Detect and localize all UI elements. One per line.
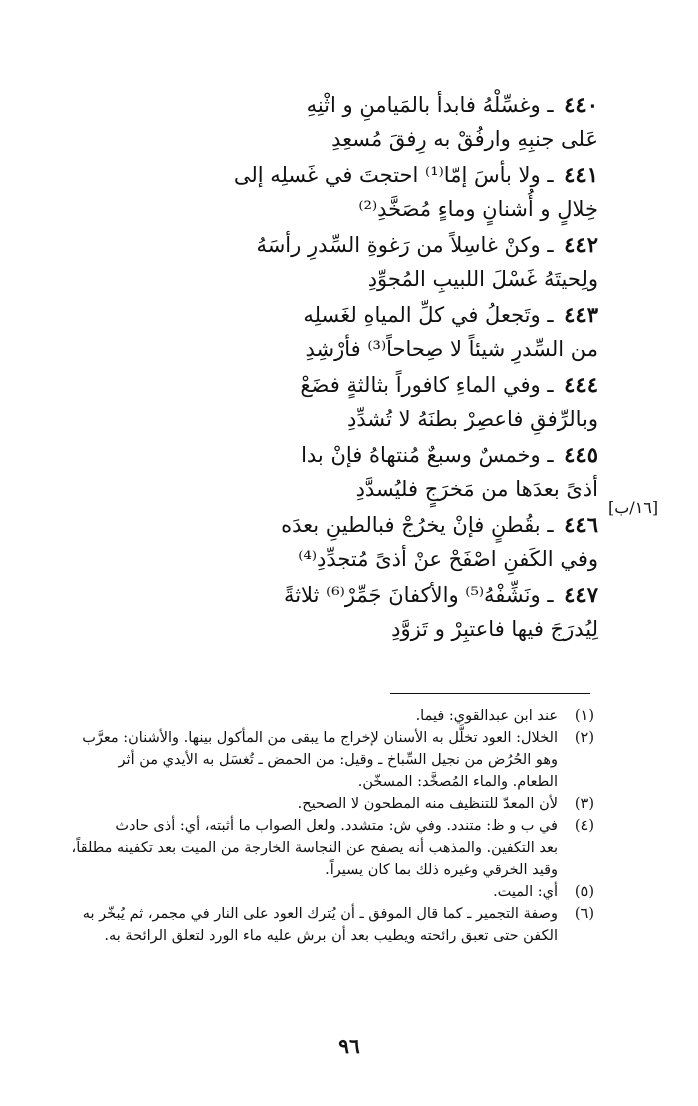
verse-first-hemistich: بقُطنٍ فإنْ يخرُجْ فبالطينِ بعدَه [281, 513, 541, 537]
verse-second-hemistich: ولِحيتَهُ غَسْلَ اللبيبِ المُجوِّدِ [367, 267, 598, 291]
footnote-number: (٥) [574, 884, 594, 900]
footnote-text: الكفن حتى تعبق رائحته ويطيب بعد أن برش عليه ماء الورد لتعلق الرائحة به. [104, 928, 558, 944]
manuscript-folio-marker: [١٦/ب] [608, 498, 659, 517]
verse-number: ٤٤٣ [564, 302, 598, 327]
footnote-text: عند ابن عبدالقوي: فيما. [415, 708, 558, 724]
footnote-text: وصفة التجمير ـ كما قال الموفق ـ أن يُترك العود على النار في مجمر، ثم يُبخّر به [82, 906, 558, 922]
verse-second-hemistich: خِلالٍ و أُشنانٍ وماءٍ مُصَخَّدِ⁽²⁾ [358, 197, 598, 221]
footnote-number: (١) [574, 708, 594, 724]
footnote-text: الطعام. والماء المُصخَّد: المسخّن. [357, 774, 558, 790]
footnote-4 [72, 815, 594, 837]
verse-first-hemistich: وكنْ غاسِلاً من رَغوةِ السِّدرِ رأسَهُ [256, 233, 541, 257]
footnote-text: في ب و ظ: متندد. وفي ش: متشدد. ولعل الصواب ما أثبته، أي: أذى حادث [115, 818, 558, 834]
verse-441: ٤٤١ ـ ولا بأسَ إمّا⁽¹⁾ احتجتَ في غَسلِه إلى خِلالٍ و أُشنانٍ وماءٍ مُصَخَّدِ⁽²⁾ [234, 158, 598, 226]
verse-second-hemistich: من السِّدرِ شيئاً لا صِحاحاً⁽³⁾ فأرْشِدِ [305, 337, 598, 361]
footnote-text: وقيد الخرقي وغيره ذلك بما كان يسيراً. [325, 862, 558, 878]
footnote-6 [72, 903, 594, 925]
verse-446: ٤٤٦ ـ بقُطنٍ فإنْ يخرُجْ فبالطينِ بعدَه وفي الكَفنِ اصْفَحْ عنْ أذىً مُتجدِّدِ⁽⁴⁾ [281, 508, 598, 576]
verse-447: ٤٤٧ ـ ونَشِّفْهُ⁽⁵⁾ والأكفانَ جَمِّرْ⁽⁶⁾ ثلاثةً لِيُدرَجَ فيها فاعتبِرْ و تَزوَّدِ [284, 578, 598, 646]
footnote-number: (٦) [574, 906, 594, 922]
footnote-number: (٣) [574, 796, 594, 812]
footnote-text: الخلال: العود تخلَّل به الأسنان لإخراج ما يبقى من المأكول بينها. والأشنان: معرَّب [82, 730, 558, 746]
footnote-text: لأن المعدّ للتنظيف منه المطحون لا الصحيح. [297, 796, 558, 812]
verse-number: ٤٤٠ [564, 92, 598, 117]
footnote-separator [390, 693, 590, 694]
footnote-text: وهو الحُرُض من نجيل السِّباخ ـ وقيل: من الحمض ـ تُغسَل به الأيدي من أثر [118, 752, 558, 768]
verse-first-hemistich: ونَشِّفْهُ⁽⁵⁾ والأكفانَ جَمِّرْ⁽⁶⁾ ثلاثةً [283, 583, 541, 607]
verse-first-hemistich: ولا بأسَ إمّا⁽¹⁾ احتجتَ في غَسلِه إلى [233, 163, 541, 187]
verse-440: ٤٤٠ ـ وغسِّلْهُ فابدأ بالمَيامنِ و اثْنِهِ عَلى جنبِهِ وارفُقْ به رِفقَ مُسعِدِ [307, 88, 598, 156]
footnote-number: (٢) [574, 730, 594, 746]
verse-second-hemistich: وبالرِّفقِ فاعصِرْ بطنَهُ لا تُشدِّدِ [347, 407, 598, 431]
footnote-1 [72, 705, 594, 727]
verse-second-hemistich: لِيُدرَجَ فيها فاعتبِرْ و تَزوَّدِ [391, 617, 598, 641]
verse-number: ٤٤٥ [564, 442, 598, 467]
verse-445: ٤٤٥ ـ وخمسٌ وسبعٌ مُنتهاهُ فإنْ بدا أذىً بعدَها من مَخرَجٍ فليُسدَّدِ [301, 438, 598, 506]
footnote-2 [72, 727, 594, 749]
footnote-5 [72, 881, 594, 903]
verse-number: ٤٤٢ [564, 232, 598, 257]
verse-443: ٤٤٣ ـ وتَجعلُ في كلِّ المياهِ لغَسلِه من السِّدرِ شيئاً لا صِحاحاً⁽³⁾ فأرْشِدِ [303, 298, 598, 366]
verse-number: ٤٤٤ [564, 372, 598, 397]
footnote-text: أي: الميت. [493, 884, 558, 900]
verse-first-hemistich: وخمسٌ وسبعٌ مُنتهاهُ فإنْ بدا [301, 443, 541, 467]
verse-number: ٤٤٦ [564, 512, 598, 537]
verse-second-hemistich: أذىً بعدَها من مَخرَجٍ فليُسدَّدِ [355, 477, 598, 501]
verse-number: ٤٤٧ [564, 582, 598, 607]
footnote-3 [72, 793, 594, 815]
verse-first-hemistich: وتَجعلُ في كلِّ المياهِ لغَسلِه [303, 303, 541, 327]
page-number: ٩٦ [338, 1034, 360, 1058]
verse-444: ٤٤٤ ـ وفي الماءِ كافوراً بثالثةٍ فضَعْ وبالرِّفقِ فاعصِرْ بطنَهُ لا تُشدِّدِ [300, 368, 598, 436]
verse-number: ٤٤١ [564, 162, 598, 187]
verse-second-hemistich: عَلى جنبِهِ وارفُقْ به رِفقَ مُسعِدِ [331, 127, 598, 151]
footnotes [72, 705, 594, 947]
verse-first-hemistich: وغسِّلْهُ فابدأ بالمَيامنِ و اثْنِهِ [306, 93, 541, 117]
footnote-number: (٤) [574, 818, 594, 834]
verse-second-hemistich: وفي الكَفنِ اصْفَحْ عنْ أذىً مُتجدِّدِ⁽⁴⁾ [298, 547, 598, 571]
verse-442: ٤٤٢ ـ وكنْ غاسِلاً من رَغوةِ السِّدرِ رأسَهُ ولِحيتَهُ غَسْلَ اللبيبِ المُجوِّدِ [256, 228, 598, 296]
verse-first-hemistich: وفي الماءِ كافوراً بثالثةٍ فضَعْ [300, 373, 541, 397]
footnote-text: بعد التكفين. والمذهب أنه يصفح عن النجاسة الخارجة من الميت بعد تكفينه مطلقاً، [71, 840, 558, 856]
